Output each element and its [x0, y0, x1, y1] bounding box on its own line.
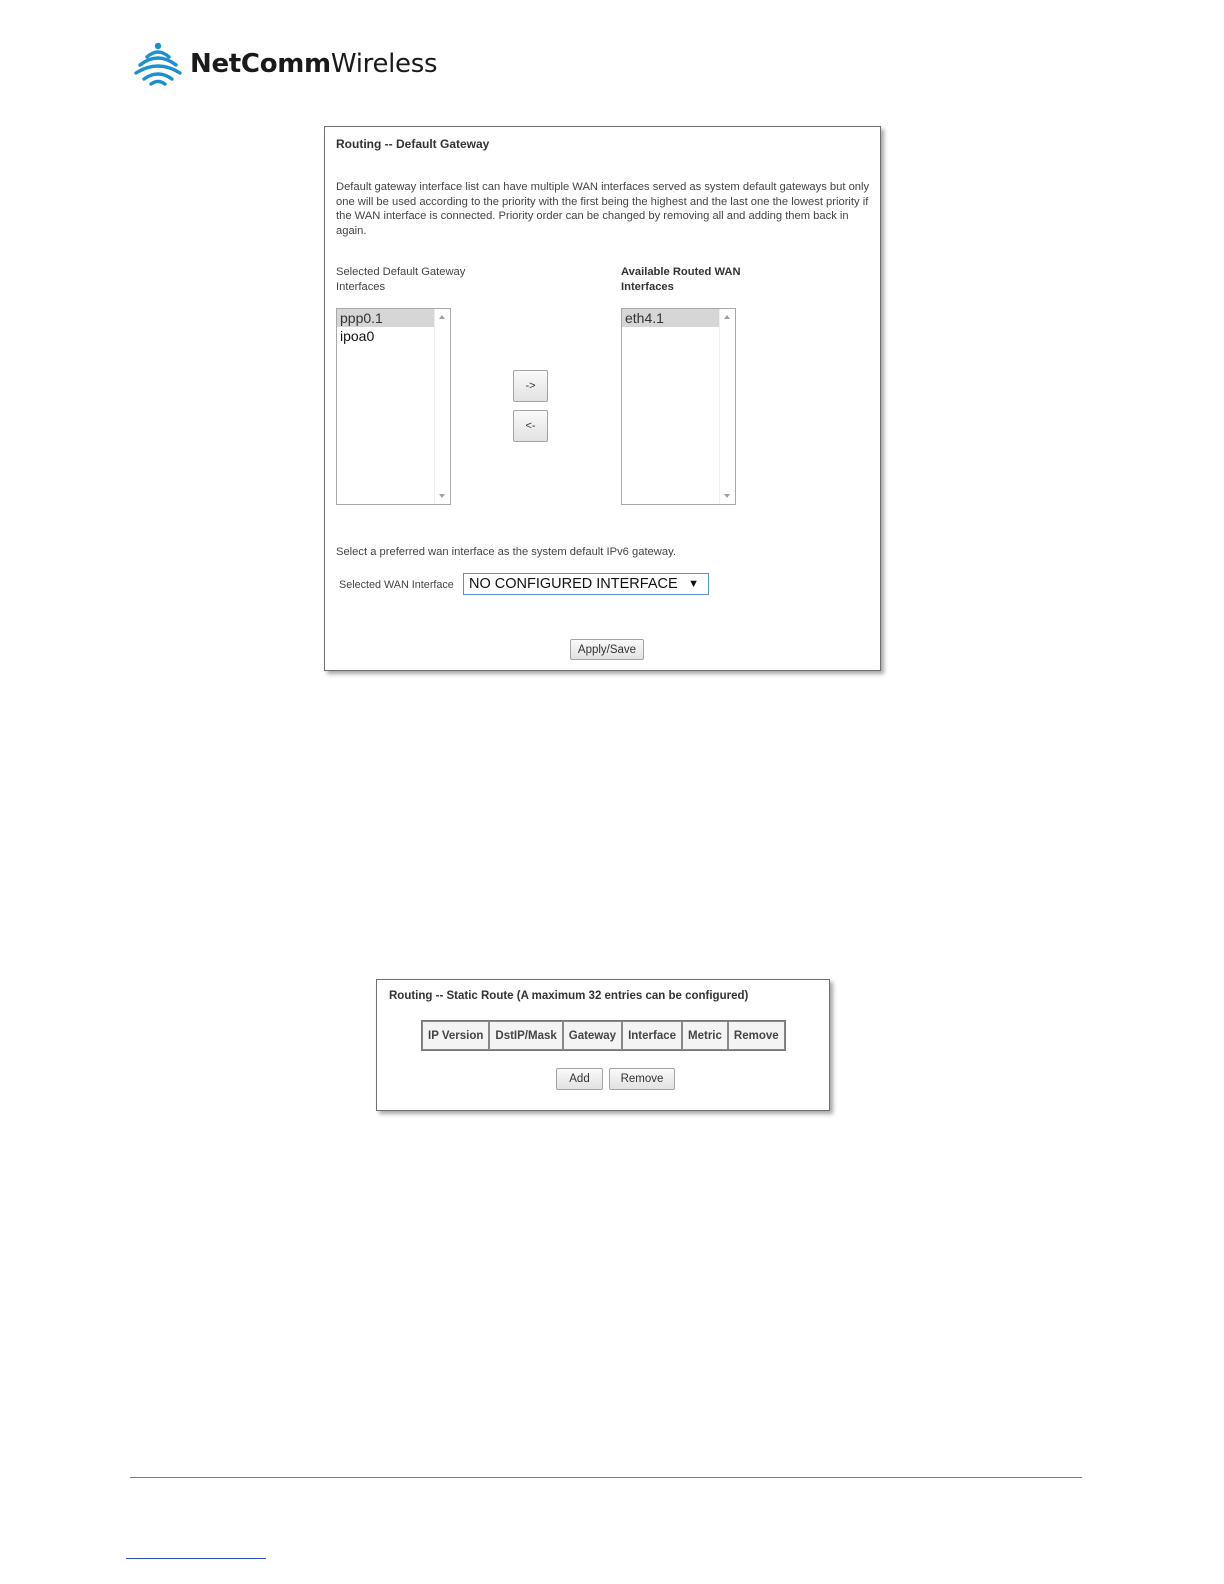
logo-wordmark: NetCommWireless — [190, 49, 438, 79]
list-item[interactable]: eth4.1 — [622, 309, 719, 327]
scrollbar[interactable] — [434, 309, 450, 504]
selected-interfaces-list[interactable] — [336, 308, 451, 505]
dropdown-arrow-icon: ▼ — [688, 578, 699, 590]
column-header: IP Version — [422, 1021, 489, 1050]
table-header-row — [422, 1021, 785, 1050]
wan-interface-select[interactable] — [463, 573, 709, 595]
remove-button[interactable]: Remove — [609, 1068, 675, 1090]
column-header: Interface — [622, 1021, 682, 1050]
add-button[interactable]: Add — [556, 1068, 603, 1090]
list-item[interactable]: ipoa0 — [340, 328, 375, 344]
default-gateway-panel — [324, 126, 881, 671]
scrollbar[interactable] — [719, 309, 735, 504]
apply-save-button[interactable]: Apply/Save — [570, 639, 644, 660]
wireless-signal-icon — [134, 41, 182, 87]
list-item[interactable]: ppp0.1 — [337, 309, 434, 327]
static-route-title: Routing -- Static Route (A maximum 32 entries can be configured) — [389, 990, 749, 1002]
netcomm-logo — [134, 40, 437, 88]
footer-divider — [130, 1477, 1082, 1478]
wan-interface-label: Selected WAN Interface — [339, 579, 454, 591]
static-route-table — [421, 1020, 786, 1051]
column-header: Metric — [682, 1021, 728, 1050]
default-gateway-description: Default gateway interface list can have multiple WAN interfaces served as system default gateways but only one will be used according to the priority with the first being the highest and the last one the lowest priority if the WAN interface is connected. Priority order can be changed by removing all and adding them back in again. — [336, 181, 870, 237]
static-route-panel — [376, 979, 830, 1111]
available-interfaces-label: Available Routed WAN Interfaces — [621, 266, 741, 293]
selected-interfaces-label: Selected Default Gateway Interfaces — [336, 266, 466, 293]
column-header: Remove — [728, 1021, 785, 1050]
available-interfaces-list[interactable] — [621, 308, 736, 505]
move-left-button[interactable]: <- — [513, 410, 548, 442]
ipv6-gateway-note: Select a preferred wan interface as the system default IPv6 gateway. — [336, 546, 676, 558]
scroll-down-icon[interactable] — [724, 494, 730, 498]
column-header: Gateway — [563, 1021, 622, 1050]
scroll-up-icon[interactable] — [439, 315, 445, 319]
move-right-button[interactable]: -> — [513, 370, 548, 402]
scroll-down-icon[interactable] — [439, 494, 445, 498]
wan-interface-value: NO CONFIGURED INTERFACE — [469, 576, 678, 592]
column-header: DstIP/Mask — [489, 1021, 562, 1050]
scroll-up-icon[interactable] — [724, 315, 730, 319]
footer-link-underline[interactable] — [126, 1558, 266, 1559]
default-gateway-title: Routing -- Default Gateway — [336, 137, 490, 151]
